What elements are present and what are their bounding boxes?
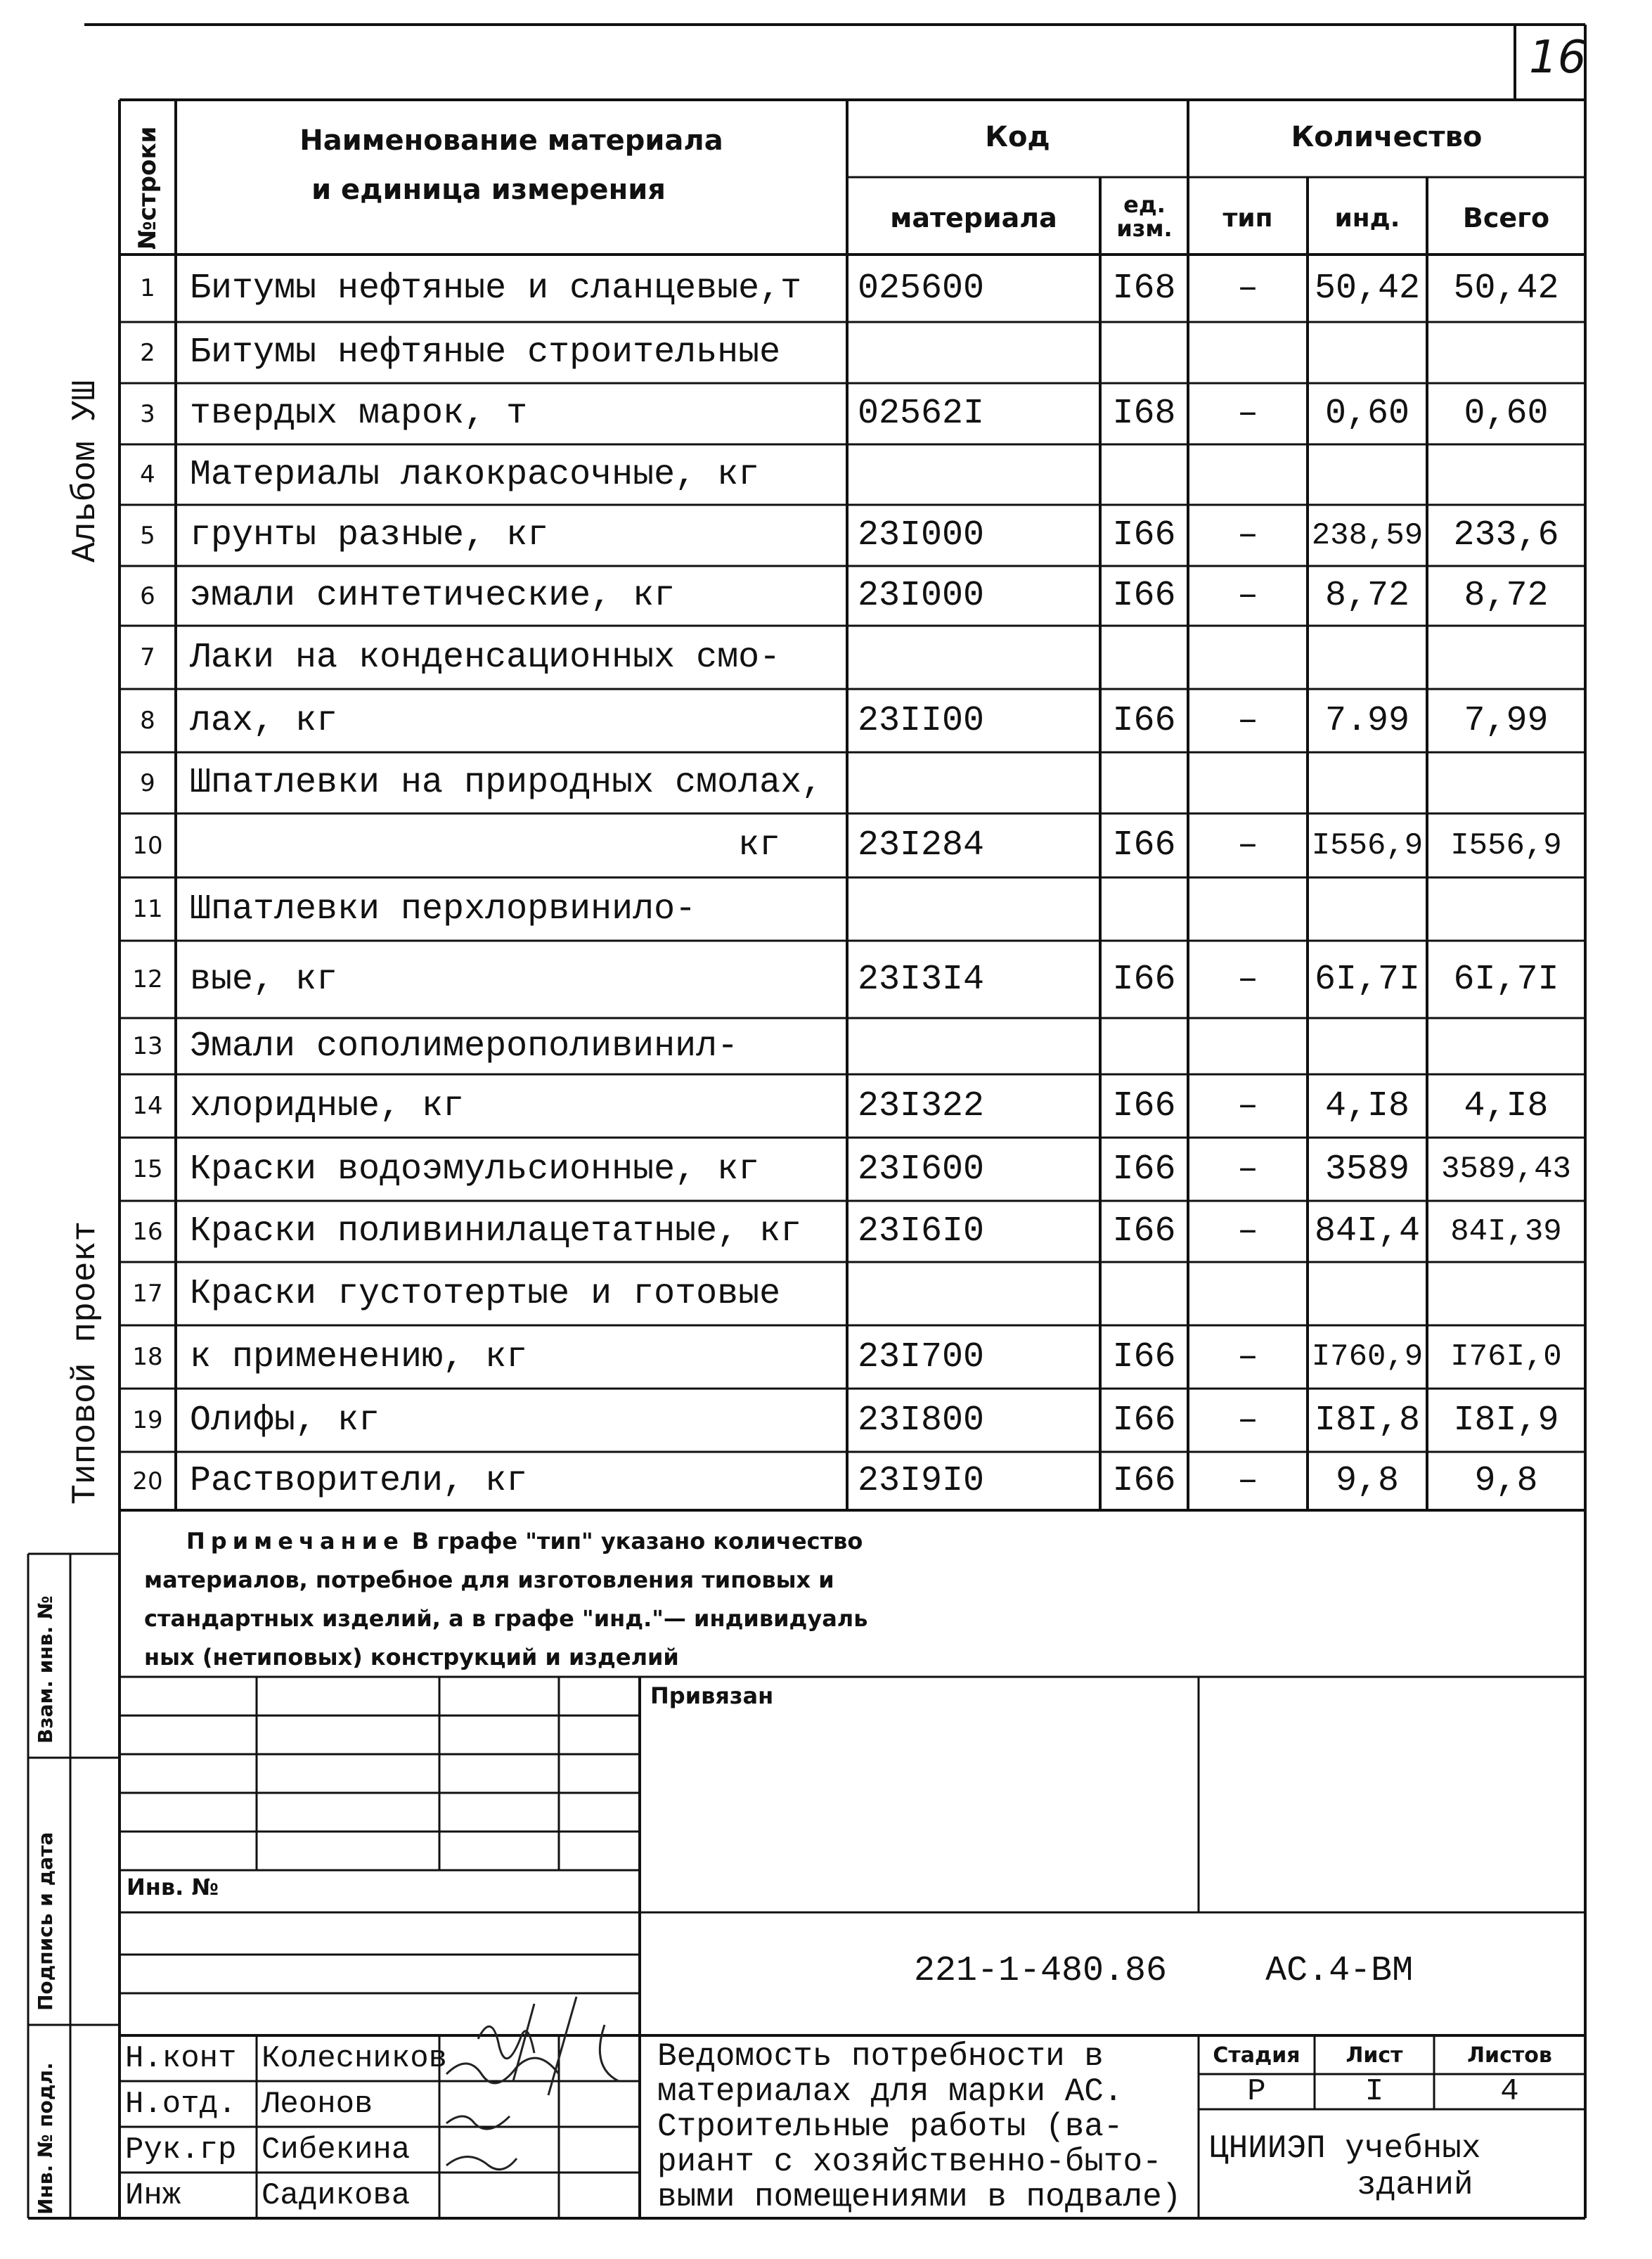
row-number: 4 — [140, 461, 155, 489]
material-name: твердых марок, т — [190, 394, 528, 434]
material-name: Битумы нефтяные и сланцевые,т — [190, 268, 802, 309]
qty-total: I76I,0 — [1450, 1339, 1562, 1375]
signer-role: Н.конт — [125, 2040, 237, 2076]
material-code — [858, 1262, 1100, 1325]
stamp-inv-label: Инв. № подл. — [34, 2062, 57, 2215]
qty-ind: 50,42 — [1314, 268, 1421, 309]
material-code: 23I600 — [858, 1149, 985, 1190]
qty-total: I556,9 — [1450, 828, 1562, 863]
row-number: 11 — [132, 895, 163, 923]
material-name: Шпатлевки на природных смолах, — [190, 763, 823, 803]
qty-type: – — [1237, 394, 1258, 434]
material-name: Шпатлевки перхлорвинило- — [190, 889, 697, 929]
header-code-material: материала — [890, 202, 1057, 233]
header-name-line1: Наименование материала — [299, 124, 723, 157]
material-code — [858, 626, 1100, 689]
note-lead: Примечание — [186, 1528, 404, 1555]
signer-name: Сибекина — [262, 2132, 411, 2168]
qty-ind: 8,72 — [1324, 576, 1410, 616]
note-block — [144, 1522, 867, 1677]
qty-ind — [1308, 626, 1427, 689]
header-q-ind: инд. — [1334, 203, 1400, 233]
row-number: 12 — [132, 965, 163, 993]
material-name: Эмали сополимерополивинил- — [190, 1026, 739, 1067]
material-code — [858, 1018, 1100, 1074]
qty-total — [1427, 1262, 1585, 1325]
org-line-2: зданий — [1357, 2167, 1473, 2203]
qty-ind — [1308, 752, 1427, 813]
qty-type: – — [1237, 515, 1258, 555]
unit-code: I66 — [1112, 576, 1176, 616]
sheets-label: Листов — [1467, 2043, 1552, 2068]
qty-total — [1427, 322, 1585, 383]
material-name: к применению, кг — [190, 1337, 528, 1377]
header-q-total: Всего — [1462, 202, 1550, 233]
signer-role: Рук.гр — [125, 2132, 237, 2168]
qty-type: – — [1237, 959, 1258, 1000]
qty-total: 84I,39 — [1450, 1214, 1562, 1249]
stage-value: Р — [1247, 2074, 1266, 2109]
page-number: 16 — [1529, 32, 1587, 84]
row-number: 7 — [140, 643, 155, 671]
material-name: кг — [737, 825, 780, 865]
material-code — [858, 322, 1100, 383]
unit-code: I66 — [1112, 1461, 1176, 1501]
description-line-3: Строительные работы (ва- — [657, 2109, 1123, 2145]
qty-total: 233,6 — [1453, 515, 1559, 555]
unit-code — [1100, 626, 1188, 689]
description-line-4: риант с хозяйственно-быто- — [657, 2144, 1162, 2180]
row-number: 18 — [132, 1343, 163, 1371]
inv-no-label: Инв. № — [127, 1874, 219, 1900]
material-name: эмали синтетические, кг — [190, 576, 676, 616]
header-q-type: тип — [1222, 203, 1273, 233]
qty-type — [1188, 626, 1308, 689]
qty-ind: I8I,8 — [1314, 1400, 1421, 1441]
row-number: 16 — [132, 1217, 163, 1246]
description-line-5: выми помещениями в подвале) — [657, 2179, 1182, 2215]
material-name: Лаки на конденсационных смо- — [190, 637, 781, 678]
row-number: 8 — [140, 707, 155, 735]
qty-type — [1188, 444, 1308, 505]
unit-code: I66 — [1112, 700, 1176, 741]
material-code: 23II00 — [858, 700, 985, 741]
qty-total: 4,I8 — [1464, 1086, 1549, 1126]
row-number: 2 — [140, 338, 155, 367]
unit-code: I66 — [1112, 1149, 1176, 1190]
material-name: Олифы, кг — [190, 1400, 380, 1441]
qty-type — [1188, 1018, 1308, 1074]
material-code — [858, 877, 1100, 941]
unit-code: I66 — [1112, 825, 1176, 865]
unit-code: I66 — [1112, 515, 1176, 555]
album-label: Альбом УШ — [67, 380, 105, 562]
qty-ind: 6I,7I — [1314, 959, 1421, 1000]
sheets-value: 4 — [1500, 2074, 1519, 2109]
qty-type — [1188, 877, 1308, 941]
material-name: Краски водоэмульсионные, кг — [190, 1149, 760, 1190]
row-number: 6 — [140, 581, 155, 610]
qty-ind: 238,59 — [1311, 517, 1424, 553]
doc-code-number: 221-1-480.86 — [914, 1951, 1168, 1991]
material-name: Битумы нефтяные строительные — [190, 333, 781, 373]
material-code: 23I700 — [858, 1337, 985, 1377]
unit-code — [1100, 322, 1188, 383]
signer-name: Колесников — [262, 2040, 448, 2076]
sheet-label: Лист — [1346, 2043, 1403, 2068]
header-quantity: Количество — [1291, 121, 1483, 153]
note-line-1 — [144, 1522, 867, 1561]
material-name: Материалы лакокрасочные, кг — [190, 454, 760, 495]
unit-code: I66 — [1112, 959, 1176, 1000]
stamp-sign-label: Подпись и дата — [34, 1832, 57, 2011]
qty-total — [1427, 877, 1585, 941]
material-code: 025600 — [858, 268, 985, 309]
description-line-2: материалах для марки АС. — [657, 2073, 1123, 2110]
unit-code — [1100, 1262, 1188, 1325]
qty-type: – — [1237, 1211, 1258, 1251]
privyazan-label: Привязан — [650, 1682, 774, 1709]
material-name: Краски поливинилацетатные, кг — [190, 1211, 802, 1251]
qty-total: 50,42 — [1453, 268, 1559, 309]
unit-code: I66 — [1112, 1211, 1176, 1251]
qty-total: 9,8 — [1474, 1461, 1538, 1501]
qty-ind: I760,9 — [1311, 1339, 1424, 1375]
project-label: Типовой проект — [67, 1221, 105, 1505]
row-number: 15 — [132, 1155, 163, 1183]
qty-total: 6I,7I — [1453, 959, 1559, 1000]
qty-type: – — [1237, 1461, 1258, 1501]
material-code: 23I284 — [858, 825, 985, 865]
qty-ind — [1308, 444, 1427, 505]
qty-type: – — [1237, 1337, 1258, 1377]
qty-total: 8,72 — [1464, 576, 1549, 616]
material-name: Растворители, кг — [190, 1461, 528, 1501]
row-number: 10 — [132, 831, 163, 860]
row-number: 3 — [140, 399, 155, 428]
qty-ind — [1308, 877, 1427, 941]
material-name: грунты разные, кг — [190, 515, 549, 555]
qty-type — [1188, 752, 1308, 813]
qty-type: – — [1237, 1086, 1258, 1126]
header-name-line2: и единица измерения — [311, 174, 666, 206]
row-number: 13 — [132, 1032, 163, 1060]
signer-role: Н.отд. — [125, 2086, 237, 2122]
qty-total — [1427, 444, 1585, 505]
row-number: 1 — [140, 274, 155, 302]
qty-ind: 4,I8 — [1324, 1086, 1410, 1126]
material-name: хлоридные, кг — [190, 1086, 465, 1126]
row-number: 19 — [132, 1406, 163, 1434]
unit-code — [1100, 1018, 1188, 1074]
qty-type: – — [1237, 576, 1258, 616]
qty-ind — [1308, 322, 1427, 383]
organization — [1209, 2130, 1480, 2203]
qty-ind — [1308, 1018, 1427, 1074]
unit-code: I68 — [1112, 394, 1176, 434]
unit-code — [1100, 877, 1188, 941]
material-name: лах, кг — [190, 700, 338, 741]
qty-type: – — [1237, 700, 1258, 741]
doc-code — [914, 1951, 1413, 1991]
material-code — [858, 444, 1100, 505]
note-text-4: ных (нетиповых) конструкций и изделий — [144, 1644, 679, 1671]
unit-code: I66 — [1112, 1337, 1176, 1377]
qty-ind: 3589 — [1324, 1149, 1410, 1190]
signer-role: Инж — [125, 2177, 181, 2213]
material-code: 23I000 — [858, 515, 985, 555]
qty-total — [1427, 752, 1585, 813]
qty-type — [1188, 322, 1308, 383]
unit-code — [1100, 444, 1188, 505]
stage-label: Стадия — [1213, 2043, 1301, 2068]
doc-description — [657, 2039, 1181, 2215]
qty-total: 3589,43 — [1441, 1152, 1571, 1187]
qty-type: – — [1237, 268, 1258, 309]
signer-name: Леонов — [262, 2086, 373, 2122]
row-number: 20 — [132, 1467, 163, 1495]
unit-code — [1100, 752, 1188, 813]
qty-type: – — [1237, 825, 1258, 865]
qty-ind — [1308, 1262, 1427, 1325]
qty-total — [1427, 1018, 1585, 1074]
unit-code: I66 — [1112, 1086, 1176, 1126]
qty-type — [1188, 1262, 1308, 1325]
sheet-value: I — [1364, 2074, 1384, 2109]
qty-total: I8I,9 — [1453, 1400, 1559, 1441]
qty-ind: 7.99 — [1324, 700, 1410, 741]
material-code: 23I800 — [858, 1400, 985, 1441]
row-number: 5 — [140, 521, 155, 550]
qty-ind: 9,8 — [1335, 1461, 1399, 1501]
note-text-1: В графе "тип" указано количество — [411, 1528, 863, 1555]
unit-code: I68 — [1112, 268, 1176, 309]
note-text-2: материалов, потребное для изготовления типовых и — [144, 1566, 834, 1593]
material-code: 23I322 — [858, 1086, 985, 1126]
qty-ind: 0,60 — [1324, 394, 1410, 434]
qty-type: – — [1237, 1149, 1258, 1190]
qty-type: – — [1237, 1400, 1258, 1441]
header-row-no: №строки — [134, 126, 162, 250]
signatures — [436, 1990, 647, 2187]
org-line-1: ЦНИИЭП учебных — [1209, 2130, 1481, 2167]
unit-code: I66 — [1112, 1400, 1176, 1441]
qty-ind: I556,9 — [1311, 828, 1424, 863]
material-name: Краски густотертые и готовые — [190, 1273, 781, 1314]
doc-mark: АС.4-ВМ — [1265, 1951, 1414, 1991]
qty-total: 0,60 — [1464, 394, 1549, 434]
material-code — [858, 752, 1100, 813]
material-code: 23I9I0 — [858, 1461, 985, 1501]
description-line-1: Ведомость потребности в — [657, 2038, 1104, 2075]
row-number: 14 — [132, 1092, 163, 1120]
material-code: 23I6I0 — [858, 1211, 985, 1251]
material-code: 02562I — [858, 394, 985, 434]
row-number: 17 — [132, 1280, 163, 1308]
row-number: 9 — [140, 768, 155, 797]
material-code: 23I000 — [858, 576, 985, 616]
stamp-replace-label: Взам. инв. № — [34, 1595, 57, 1744]
qty-total — [1427, 626, 1585, 689]
qty-ind: 84I,4 — [1314, 1211, 1421, 1251]
qty-total: 7,99 — [1464, 700, 1549, 741]
header-code-unit: ед. изм. — [1116, 191, 1173, 242]
note-text-3: стандартных изделий, а в графе "инд."— индивидуаль — [144, 1605, 868, 1632]
signer-name: Садикова — [262, 2177, 411, 2213]
material-code: 23I3I4 — [858, 959, 985, 1000]
material-name: вые, кг — [190, 959, 338, 1000]
header-code: Код — [985, 121, 1050, 153]
